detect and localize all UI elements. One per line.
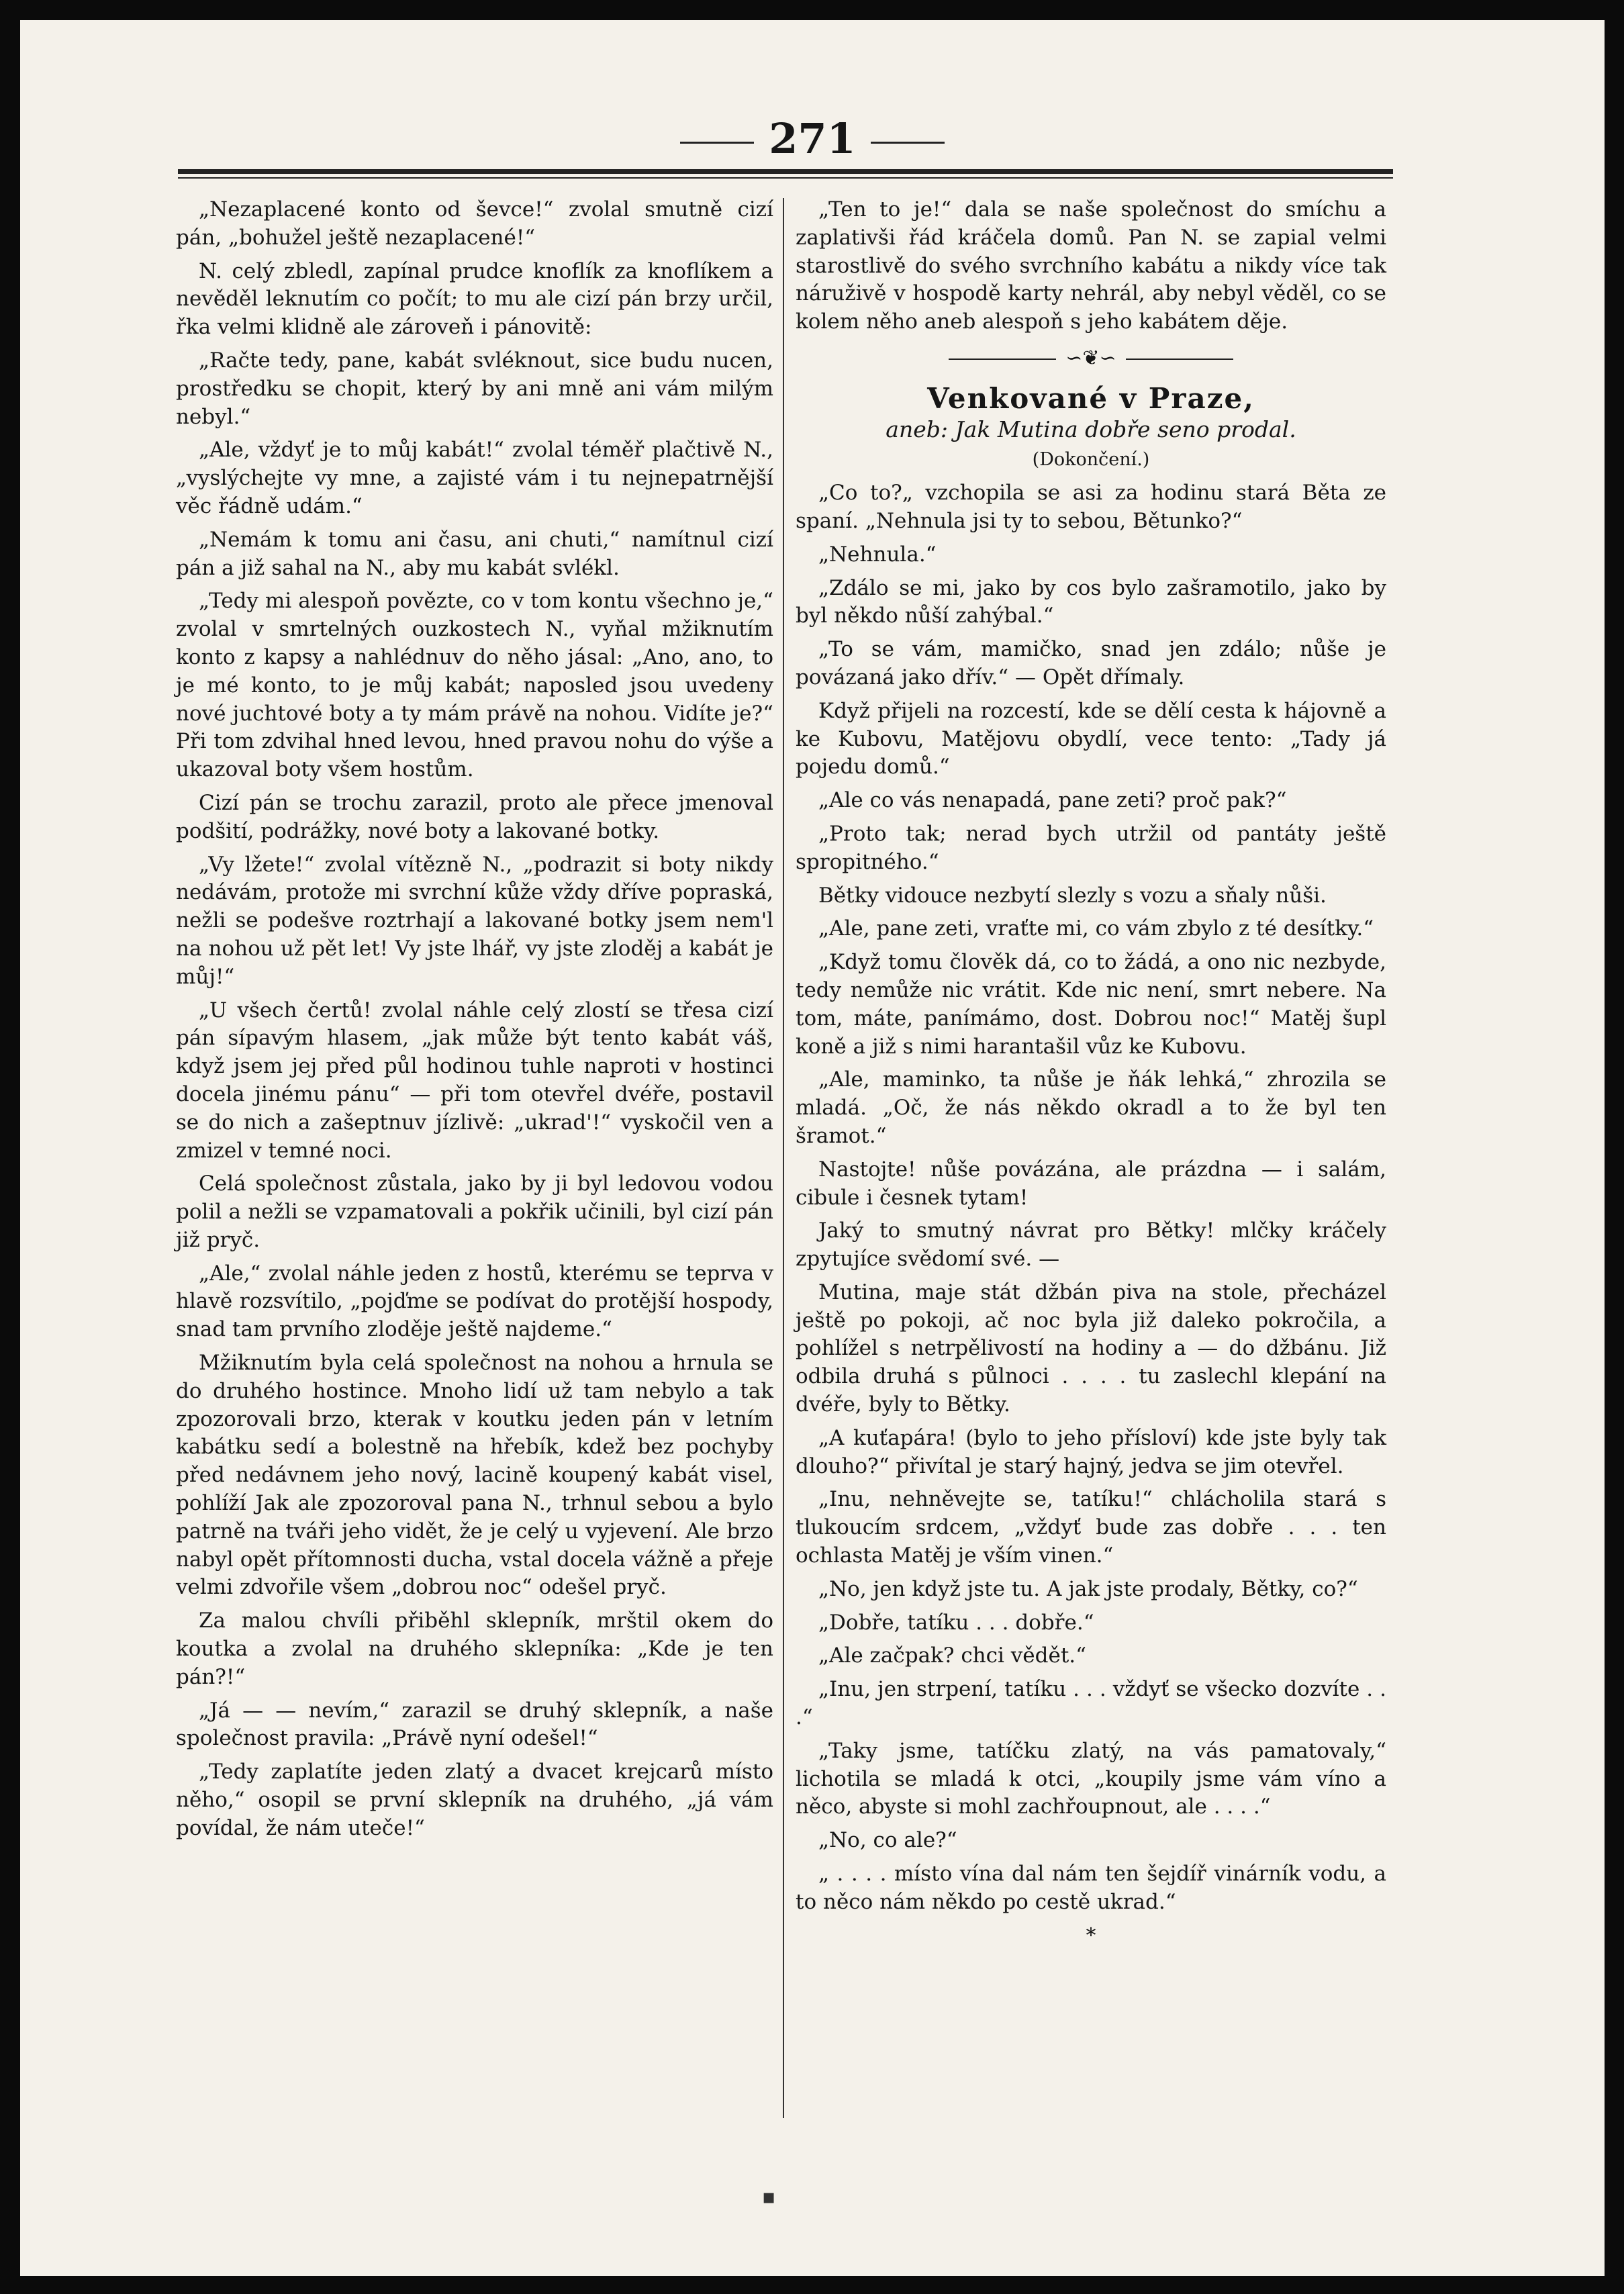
paragraph: „Račte tedy, pane, kabát svléknout, sice budu nucen, prostředku se chopit, který by ani mně ani vám milým nebyl.“ bbox=[176, 348, 773, 429]
left-column bbox=[176, 196, 773, 1848]
paragraph: N. celý zbledl, zapínal prudce knoflík za knoflíkem a nevěděl leknutím co počít; to mu ale cizí pán brzy určil, řka velmi klidně ale zároveň i pánovitě: bbox=[176, 258, 773, 340]
ornament-divider bbox=[796, 344, 1386, 373]
paragraph: Za malou chvíli přiběhl sklepník, mrštil okem do koutka a zvolal na druhého sklepníka: „Kde je ten pán?!“ bbox=[176, 1609, 773, 1689]
ornament-icon: ∽❦∽ bbox=[1065, 346, 1116, 370]
right-column bbox=[796, 196, 1386, 1950]
paragraph: „Nemám k tomu ani času, ani chuti,“ namítnul cizí pán a již sahal na N., aby mu kabát svlékl. bbox=[176, 527, 773, 580]
paragraph: „Dobře, tatíku . . . dobře.“ bbox=[818, 1610, 1094, 1635]
article-title: Venkované v Praze, bbox=[927, 381, 1255, 415]
page-number-text: 271 bbox=[769, 114, 856, 163]
paragraph: „Já — — nevím,“ zarazil se druhý sklepník, a naše společnost pravila: „Právě nyní odešel!“ bbox=[176, 1698, 773, 1751]
paragraph: „Ale začpak? chci vědět.“ bbox=[818, 1643, 1086, 1668]
paragraph: Jaký to smutný návrat pro Bětky! mlčky kráčely zpytujíce svědomí své. — bbox=[796, 1218, 1386, 1272]
paragraph: „Ale, vždyť je to můj kabát!“ zvolal téměř plačtivě N., „vyslýchejte vy mne, a zajisté vám i tu nejnepatrnější věc řádně udám.“ bbox=[176, 438, 773, 518]
paragraph: „Vy lžete!“ zvolal vítězně N., „podrazit si boty nikdy nedávám, protože mi svrchní kůže vždy dříve popraská, nežli se podešve roztrhají a lakované botky jsem nem'l na nohou už pět let! Vy jste lhář, vy jste zloděj a kabát je můj!“ bbox=[176, 852, 773, 989]
end-mark: * bbox=[1086, 1923, 1096, 1948]
paragraph: „To se vám, mamičko, snad jen zdálo; nůše je povázaná jako dřív.“ — Opět dřímaly. bbox=[796, 637, 1386, 689]
newspaper-page bbox=[20, 20, 1605, 2276]
header-rule-thin bbox=[178, 177, 1393, 179]
paragraph: Bětky vidouce nezbytí slezly s vozu a sňaly nůši. bbox=[818, 883, 1327, 908]
column-divider bbox=[783, 198, 784, 2118]
divider-line bbox=[949, 359, 1056, 360]
print-speck: ▪ bbox=[762, 2185, 776, 2209]
paragraph: „No, jen když jste tu. A jak jste prodaly, Bětky, co?“ bbox=[818, 1576, 1358, 1601]
paragraph: „Zdálo se mi, jako by cos bylo zašramotilo, jako by byl někdo nůší zahýbal.“ bbox=[796, 575, 1386, 628]
paragraph: „U všech čertů! zvolal náhle celý zlostí se třesa cizí pán sípavým hlasem, „jak může být tento kabát váš, když jsem jej před půl hodinou tuhle naproti v hostinci docela jinému pánu“ — při tom otevřel dvéře, postavil se do nich a zašeptnuv jízlivě: „ukrad'!“ vyskočil ven a zmizel v temné noci. bbox=[176, 998, 773, 1163]
paragraph: Nastojte! nůše povázána, ale prázdna — i salám, cibule i česnek tytam! bbox=[796, 1157, 1386, 1210]
article-continuation-note: (Dokončení.) bbox=[1032, 449, 1150, 471]
paragraph: „Ale, maminko, ta nůše je ňák lehká,“ zhrozila se mladá. „Oč, že nás někdo okradl a to že byl ten šramot.“ bbox=[796, 1067, 1386, 1148]
paragraph: „Co to?„ vzchopila se asi za hodinu stará Běta ze spaní. „Nehnula jsi ty to sebou, Bětunko?“ bbox=[796, 481, 1386, 533]
paragraph: „Tedy zaplatíte jeden zlatý a dvacet krejcarů místo něho,“ osopil se první sklepník na druhého, „já vám povídal, že nám uteče!“ bbox=[176, 1760, 773, 1840]
header-rule-thick bbox=[178, 169, 1393, 174]
paragraph: Mutina, maje stát džbán piva na stole, přecházel ještě po pokoji, ač noc byla již daleko pokročila, a pohlížel s netrpělivostí na hodiny a — do džbánu. Již odbila druhá s půlnoci . . . . tu zaslechl klepání na dvéře, byly to Bětky. bbox=[796, 1280, 1386, 1417]
paragraph: „Ale,“ zvolal náhle jeden z hostů, kterému se teprva v hlavě rozsvítilo, „pojďme se podívat do protější hospody, snad tam prvního zloděje ještě najdeme.“ bbox=[176, 1261, 773, 1342]
folio-dash-right bbox=[871, 142, 945, 144]
paragraph: „No, co ale?“ bbox=[818, 1828, 957, 1853]
paragraph: „Inu, nehněvejte se, tatíku!“ chlácholila stará s tlukoucím srdcem, „vždyť bude zas dobře . . . ten ochlasta Matěj je vším vinen.“ bbox=[796, 1487, 1386, 1568]
paragraph: „A kuťapára! (bylo to jeho přísloví) kde jste byly tak dlouho?“ přivítal je starý hajný, jedva se jim otevřel. bbox=[796, 1425, 1386, 1478]
paragraph: „Ale, pane zeti, vraťte mi, co vám zbylo z té desítky.“ bbox=[818, 916, 1374, 941]
paragraph: „Ale co vás nenapadá, pane zeti? proč pak?“ bbox=[818, 788, 1287, 813]
paragraph: „Ten to je!“ dala se naše společnost do smíchu a zaplativši řád kráčela domů. Pan N. se zapial velmi starostlivě do svého svrchního kabátu a nikdy více tak náruživě v hospodě karty nehrál, aby nebyl věděl, co se kolem něho aneb alespoň s jeho kabátem děje. bbox=[796, 197, 1386, 334]
paragraph: „Proto tak; nerad bych utržil od pantáty ještě spropitného.“ bbox=[796, 821, 1386, 874]
page-number bbox=[20, 114, 1605, 163]
divider-line bbox=[1126, 359, 1233, 360]
paragraph: „Nezaplacené konto od ševce!“ zvolal smutně cizí pán, „bohužel ještě nezaplacené!“ bbox=[176, 197, 773, 250]
folio-dash-left bbox=[680, 142, 754, 144]
paragraph: Mžiknutím byla celá společnost na nohou a hrnula se do druhého hostince. Mnoho lidí už tam nebylo a tak zpozorovali brzo, kterak v koutku jeden pán v letním kabátku sedí a bolestně na hřebík, kdež bez pochyby před nedávnem jeho nový, lacině koupený kabát visel, pohlíží Jak ale zpozoroval pana N., trhnul sebou a bylo patrně na tváři jeho vidět, že je celý u vyjevení. Ale brzo nabyl opět přítomnosti ducha, vstal docela vážně a přeje velmi zdvořile všem „dobrou noc“ odešel pryč. bbox=[176, 1351, 773, 1600]
paragraph: Cizí pán se trochu zarazil, proto ale přece jmenoval podšití, podrážky, nové boty a lakované botky. bbox=[176, 790, 773, 843]
paragraph: „Taky jsme, tatíčku zlatý, na vás pamatovaly,“ lichotila se mladá k otci, „koupily jsme vám víno a něco, abyste si mohl zachřoupnout, ale . . . .“ bbox=[796, 1738, 1386, 1819]
paragraph: „Nehnula.“ bbox=[818, 542, 937, 567]
paragraph: „ . . . . místo vína dal nám ten šejdíř vinárník vodu, a to něco nám někdo po cestě ukrad.“ bbox=[796, 1862, 1386, 1914]
article-subtitle: aneb: Jak Mutina dobře seno prodal. bbox=[886, 416, 1296, 442]
paragraph: „Když tomu člověk dá, co to žádá, a ono nic nezbyde, tedy nemůže nic vrátit. Kde nic není, smrt nebere. Na tom, máte, panímámo, dost. Dobrou noc!“ Matěj šupl koně a již s nimi harantašil vůz ke Kubovu. bbox=[796, 950, 1386, 1059]
paragraph: „Tedy mi alespoň povězte, co v tom kontu všechno je,“ zvolal v smrtelných ouzkostech N., vyňal mžiknutím konto z kapsy a nahlédnuv do něho jásal: „Ano, ano, to je mé konto, to je můj kabát; naposled jsou uvedeny nové juchtové boty a ty mám právě na nohou. Vidíte je?“ Při tom zdvihal hned levou, hned pravou nohu do výše a ukazoval boty všem hostům. bbox=[176, 589, 773, 782]
paragraph: Když přijeli na rozcestí, kde se dělí cesta k hájovně a ke Kubovu, Matějovu obydlí, vece tento: „Tady já pojedu domů.“ bbox=[796, 698, 1386, 779]
paragraph: Celá společnost zůstala, jako by ji byl ledovou vodou polil a nežli se vzpamatovali a pokřik učinili, byl cizí pán již pryč. bbox=[176, 1172, 773, 1252]
paragraph: „Inu, jen strpení, tatíku . . . vždyť se všecko dozvíte . . .“ bbox=[796, 1677, 1386, 1730]
